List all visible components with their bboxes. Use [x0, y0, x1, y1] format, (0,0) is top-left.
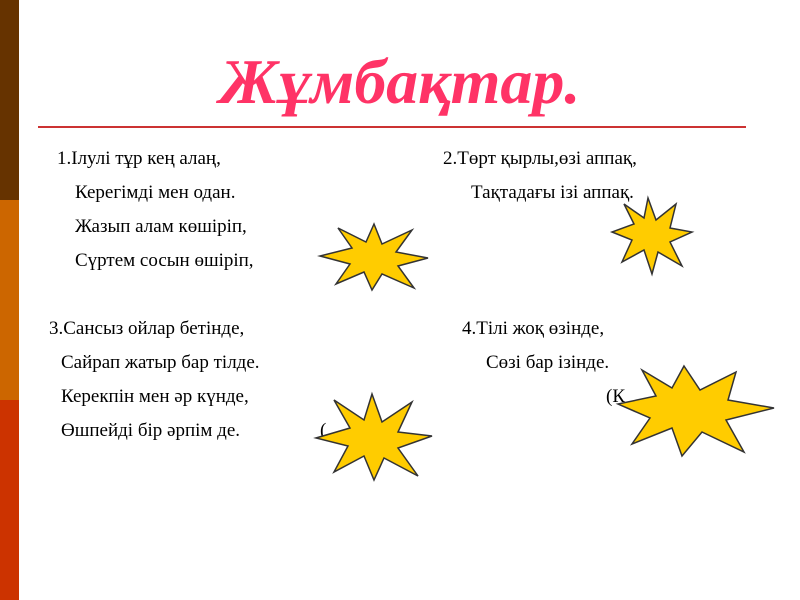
title-underline: [38, 126, 746, 128]
riddle-3: [49, 316, 260, 452]
riddle-3-line-4: Өшпейді бір әрпім де.: [61, 420, 241, 441]
riddle-3-line-1: 3.Сансыз ойлар бетінде,: [49, 318, 245, 339]
side-bar-middle: [0, 200, 19, 400]
riddle-1-line-4: Сүртем сосын өшіріп,: [75, 250, 254, 271]
answer-burst-1[interactable]: [318, 222, 430, 292]
riddle-1: [57, 146, 254, 282]
riddle-1-line-1: 1.Ілулі тұр кең алаң,: [57, 148, 221, 169]
riddle-3-answer-peek: (: [320, 420, 327, 441]
slide-title: Жұмбақтар.: [219, 46, 581, 117]
answer-burst-4[interactable]: [616, 362, 776, 458]
answer-burst-2[interactable]: [610, 196, 694, 276]
riddle-1-line-3: Жазып алам көшіріп,: [75, 216, 247, 237]
riddle-3-line-3: Керекпін мен әр күнде,: [61, 386, 249, 407]
riddle-1-line-2: Керегімді мен одан.: [75, 182, 236, 203]
riddle-2-line-1: 2.Төрт қырлы,өзі аппақ,: [443, 148, 637, 169]
riddle-3-line-2: Сайрап жатыр бар тілде.: [61, 352, 260, 373]
riddle-4-line-2: Сөзі бар ізінде.: [486, 352, 610, 373]
side-bar-bottom: [0, 400, 19, 600]
riddle-2-line-2: Тақтадағы ізі аппақ.: [471, 182, 634, 203]
riddle-2: [443, 146, 637, 214]
riddle-4-line-1: 4.Тілі жоқ өзінде,: [462, 318, 605, 339]
answer-burst-3[interactable]: [314, 392, 434, 482]
riddle-4: [462, 316, 609, 384]
riddle-4-answer-peek: (К: [606, 386, 625, 407]
